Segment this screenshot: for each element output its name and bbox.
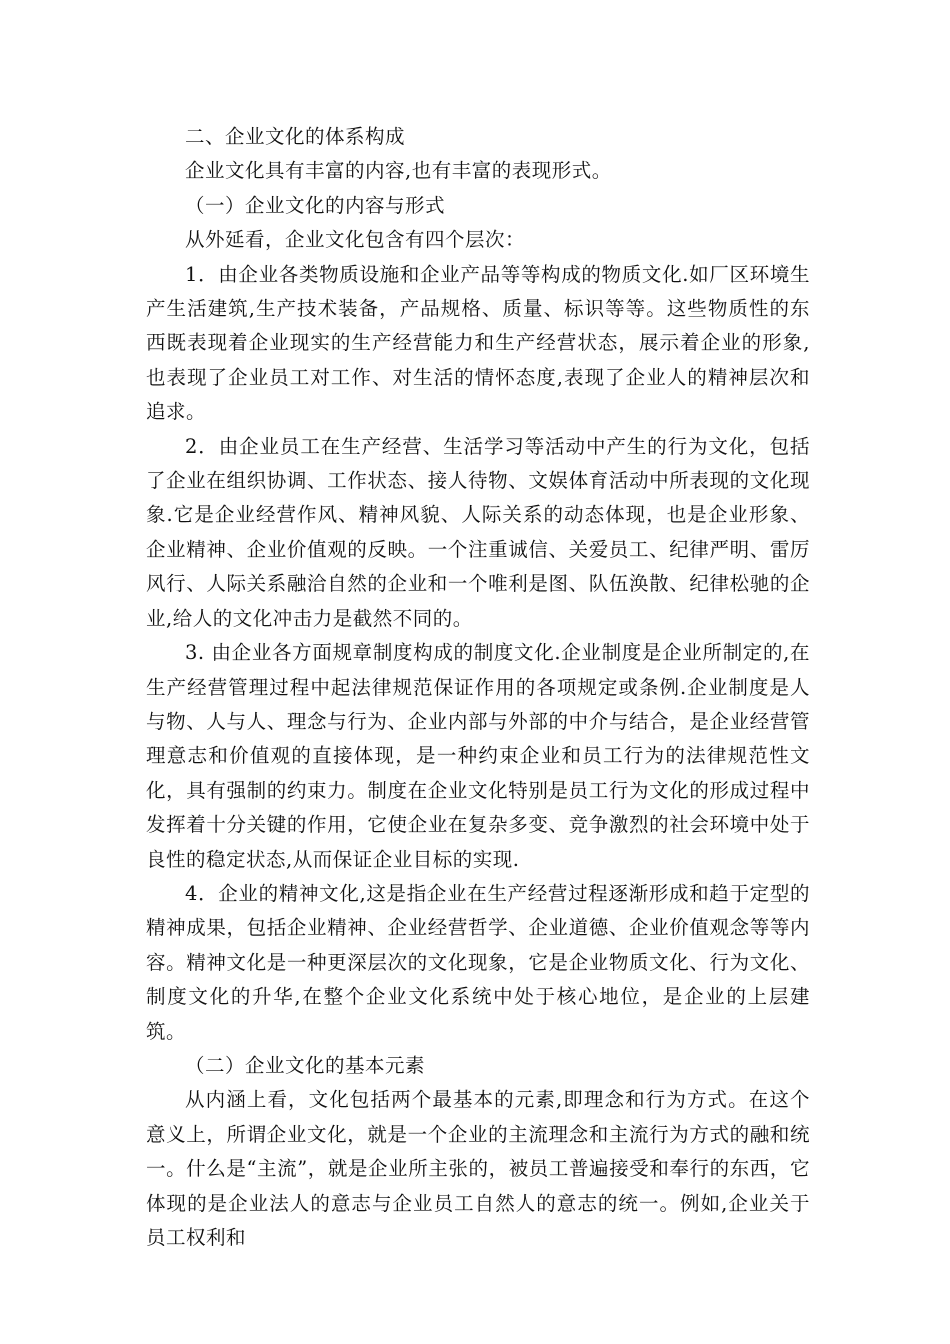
paragraph-material-culture: 1．由企业各类物质设施和企业产品等等构成的物质文化.如厂区环境生产生活建筑,生产技术装备，产品规格、质量、标识等等。这些物质性的东西既表现着企业现实的生产经营能力和生产经营状态，展示着企业的形象,也表现了企业员工对工作、对生活的情怀态度,表现了企业人的精神层次和追求。 <box>146 262 810 424</box>
section-heading: 二、企业文化的体系构成 <box>185 125 406 148</box>
paragraph-behavior-culture: 2．由企业员工在生产经营、生活学习等活动中产生的行为文化，包括了企业在组织协调、工作状态、接人待物、文娱体育活动中所表现的文化现象.它是企业经营作风、精神风貌、人际关系的动态体现，也是企业形象、企业精神、企业价值观的反映。一个注重诚信、关爱员工、纪律严明、雷厉风行、人际关系融洽自然的企业和一个唯利是图、队伍涣散、纪律松驰的企业,给人的文化冲击力是截然不同的。 <box>146 434 810 630</box>
document-body <box>146 120 810 1255</box>
paragraph-system-culture: 3. 由企业各方面规章制度构成的制度文化.企业制度是企业所制定的,在生产经营管理过程中起法律规范保证作用的各项规定或条例.企业制度是人与物、人与人、理念与行为、企业内部与外部的中介与结合，是企业经营管理意志和价值观的直接体现，是一种约束企业和员工行为的法律规范性文化，具有强制的约束力。制度在企业文化特别是员工行为文化的形成过程中发挥着十分关键的作用，它使企业在复杂多变、竞争激烈的社会环境中处于良性的稳定状态,从而保证企业目标的实现. <box>146 641 810 871</box>
paragraph-intro: 企业文化具有丰富的内容,也有丰富的表现形式。 <box>185 159 612 183</box>
paragraph-basic-elements: 从内涵上看，文化包括两个最基本的元素,即理念和行为方式。在这个意义上，所谓企业文化，就是一个企业的主流理念和主流行为方式的融和统一。什么是“主流”，就是企业所主张的，被员工普遍接受和奉行的东西，它体现的是企业法人的意志与企业员工自然人的意志的统一。例如,企业关于员工权利和 <box>146 1088 810 1249</box>
subsection-heading-1: （一）企业文化的内容与形式 <box>185 193 446 217</box>
paragraph-spiritual-culture: 4．企业的精神文化,这是指企业在生产经营过程逐渐形成和趋于定型的精神成果，包括企业精神、企业经营哲学、企业道德、企业价值观念等等内容。精神文化是一种更深层次的文化现象，它是企业物质文化、行为文化、制度文化的升华,在整个企业文化系统中处于核心地位，是企业的上层建筑。 <box>146 881 810 1043</box>
subsection-heading-2: （二）企业文化的基本元素 <box>185 1053 426 1077</box>
paragraph-levels-intro: 从外延看，企业文化包含有四个层次： <box>185 228 526 252</box>
